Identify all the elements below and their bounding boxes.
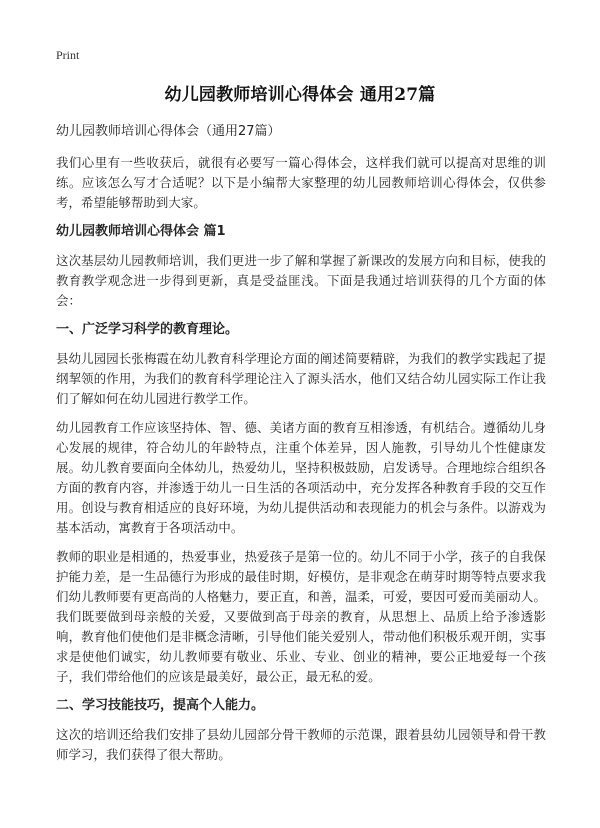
heading-skills: 二、学习技能技巧，提高个人能力。 <box>56 698 265 713</box>
document-body <box>56 122 546 774</box>
paragraph-skills-1: 这次的培训还给我们安排了县幼儿园部分骨干教师的示范课，跟着县幼儿园领导和骨干教师学习，我们获得了很大帮助。 <box>56 727 546 762</box>
print-link[interactable]: Print <box>56 48 80 62</box>
paragraph-theory-3: 教师的职业是相通的，热爱事业，热爱孩子是第一位的。幼儿不同于小学，孩子的自我保护能力差，是一生品德行为形成的最佳时期，好模仿，是非观念在萌芽时期等特点要求我们幼儿教师要有更高尚的人格魅力，要正直，和善，温柔，可爱，要因可爱而美丽动人。我们既要做到母亲般的关爱，又要做到高于母亲的教育，从思想上、品质上给予渗透影响，教育他们使他们是非概念清晰，引导他们能关爱别人，带动他们积极乐观开朗，实事求是使他们诚实，幼儿教师要有敬业、乐业、专业、创业的精神，要公正地爱每一个孩子，我们带给他们的应该是最美好，最公正，最无私的爱。 <box>56 549 546 684</box>
section-title: 幼儿园教师培训心得体会 篇1 <box>56 224 226 239</box>
heading-theory: 一、广泛学习科学的教育理论。 <box>56 322 239 337</box>
page-title: 幼儿园教师培训心得体会 通用27篇 <box>164 85 436 105</box>
paragraph-theory-1: 县幼儿园园长张梅霞在幼儿教育科学理论方面的阐述简要精辟，为我们的教学实践起了提纲挈领的作用，为我们的教育科学理论注入了源头活水，他们又结合幼儿园实际工作让我们了解如何在幼儿园进行教学工作。 <box>56 351 546 406</box>
paragraph-theory-2: 幼儿园教育工作应该坚持体、智、德、美诸方面的教育互相渗透，有机结合。遵循幼儿身心发展的规律，符合幼儿的年龄特点，注重个体差异，因人施教，引导幼儿个性健康发展。幼儿教育要面向全体幼儿，热爱幼儿，坚持积极鼓励，启发诱导。合理地综合组织各方面的教育内容，并渗透于幼儿一日生活的各项活动中，充分发挥各种教育手段的交互作用。创设与教育相适应的良好环境，为幼儿提供活动和表现能力的机会与条件。以游戏为基本活动，寓教育于各项活动中。 <box>56 420 546 535</box>
intro-paragraph: 我们心里有一些收获后，就很有必要写一篇心得体会，这样我们就可以提高对思维的训练。应该怎么写才合适呢？以下是小编帮大家整理的幼儿园教师培训心得体会，仅供参考，希望能够帮助到大家。 <box>56 155 546 210</box>
section-intro-paragraph: 这次基层幼儿园教师培训，我们更进一步了解和掌握了新课改的发展方向和目标，使我的教育教学观念进一步得到更新，真是受益匪浅。下面是我通过培训获得的几个方面的体会： <box>56 253 546 308</box>
document-subtitle: 幼儿园教师培训心得体会（通用27篇） <box>56 124 281 139</box>
